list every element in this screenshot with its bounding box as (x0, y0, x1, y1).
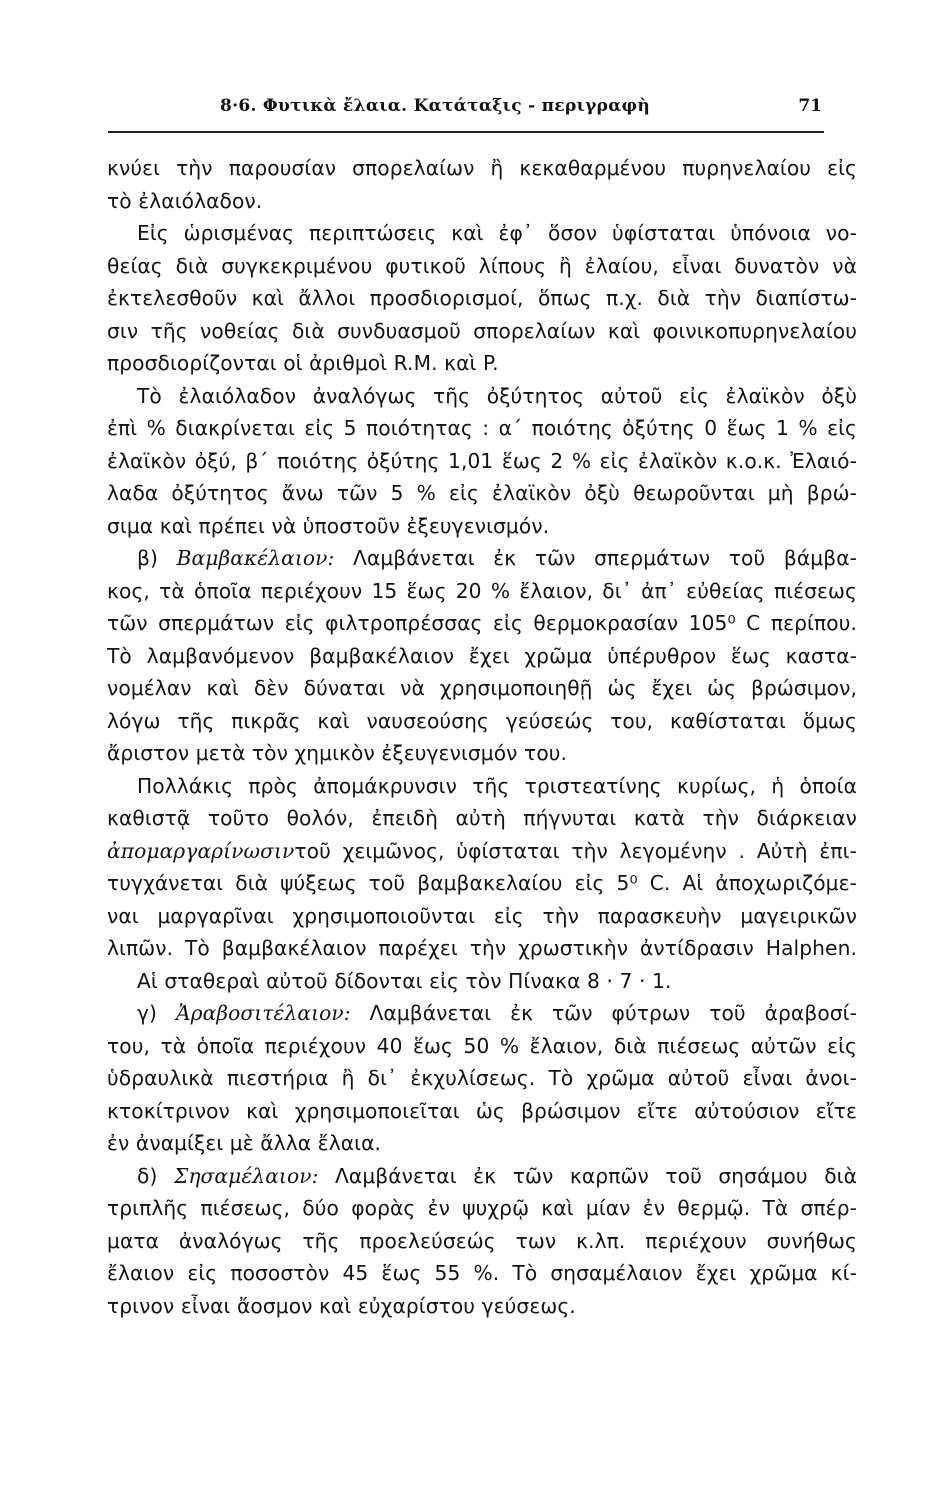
line-text: του, τὰ ὁποῖα περιέχουν 40 ἕως 50 % ἔλαιον, διὰ πιέσεως αὐτῶν εἰς (107, 1033, 857, 1058)
line-text: θείας διὰ συγκεκριμένου φυτικοῦ λίπους ἢ ἐλαίου, εἶναι δυνατὸν νὰ (107, 253, 857, 278)
text-line (107, 1290, 857, 1323)
line-text: Τὸ ἐλαιόλαδον ἀναλόγως τῆς ὀξύτητος αὐτοῦ εἰς ἐλαϊκὸν ὀξὺ (137, 383, 857, 408)
text-line (107, 347, 857, 380)
text-line (107, 1257, 857, 1290)
line-text: σιμα καὶ πρέπει νὰ ὑποστοῦν ἐξευγενισμόν. (107, 513, 550, 538)
line-text: Λαμβάνεται ἐκ τῶν σπερμάτων τοῦ βάμβα- (334, 546, 857, 570)
text-line (107, 1095, 857, 1128)
text-line (107, 737, 857, 770)
text-line (107, 152, 857, 185)
page-number: 71 (798, 96, 822, 116)
text-line (107, 607, 857, 640)
line-text: . Αὐτὴ ἐπι- (738, 838, 857, 863)
text-line (107, 997, 857, 1030)
text-line (107, 510, 857, 543)
text-line (107, 1062, 857, 1095)
line-text: Λαμβάνεται ἐκ τῶν φύτρων τοῦ ἀραβοσί- (350, 1001, 857, 1025)
line-text: τριπλῆς πιέσεως, δύο φορὰς ἐν ψυχρῷ καὶ μίαν ἐν θερμῷ. Τὰ σπέρ- (107, 1196, 857, 1220)
line-text: σιν τῆς νοθείας διὰ συνδυασμοῦ σπορελαίων καὶ φοινικοπυρηνελαίου (107, 318, 857, 343)
line-text: ματα ἀναλόγως τῆς προελεύσεώς των κ.λπ. περιέχουν συνήθως (107, 1228, 857, 1253)
text-line (107, 185, 857, 218)
text-line (107, 250, 857, 283)
line-text: ὑδραυλικὰ πιεστήρια ἢ δι᾽ ἐκχυλίσεως. Τὸ χρῶμα αὐτοῦ εἶναι ἀνοι- (107, 1066, 857, 1090)
text-line (107, 672, 857, 705)
line-text: β) (137, 546, 177, 570)
line-text: Αἱ σταθεραὶ αὐτοῦ δίδονται εἰς τὸν Πίνακα 8 · 7 · 1. (137, 968, 672, 993)
text-line (107, 282, 857, 315)
line-text: τρινον εἶναι ἄοσμον καὶ εὐχαρίστου γεύσεως. (107, 1293, 576, 1318)
line-text: τῶν σπερμάτων εἰς φιλτροπρέσσας εἰς θερμοκρασίαν 105⁰ C περίπου. (107, 611, 857, 635)
line-text: καθιστᾷ τοῦτο θολόν, ἐπειδὴ αὐτὴ πήγνυται κατὰ τὴν διάρκειαν (107, 806, 857, 830)
line-text: ναι μαργαρῖναι χρησιμοποιοῦνται εἰς τὴν παρασκευὴν μαγειρικῶν (107, 903, 857, 928)
text-line (107, 1127, 857, 1160)
text-line (107, 835, 857, 868)
line-text: γ) (137, 1001, 176, 1025)
line-text: τοῦ χειμῶνος, ὑφίσταται τὴν λεγομένην (294, 838, 739, 863)
text-line (107, 1160, 857, 1193)
line-text: ἐλαϊκὸν ὀξύ, β΄ ποιότης ὀξύτης 1,01 ἕως 2 % εἰς ἐλαϊκὸν κ.ο.κ. Ἐλαιό- (107, 448, 857, 473)
line-text: Εἰς ὡρισμένας περιπτώσεις καὶ ἐφ᾽ ὅσον ὑφίσταται ὑπόνοια νο- (137, 221, 857, 245)
text-line (107, 477, 857, 510)
body-text (107, 152, 857, 1322)
italic-term: Ἀραβοσιτέλαιον: (175, 1001, 351, 1025)
line-text: κος, τὰ ὁποῖα περιέχουν 15 ἕως 20 % ἔλαιον, δι᾽ ἀπ᾽ εὐθείας πιέσεως (107, 578, 857, 603)
text-line (107, 217, 857, 250)
text-line (107, 867, 857, 900)
text-line (107, 705, 857, 738)
text-line (107, 640, 857, 673)
line-text: ἔλαιον εἰς ποσοστὸν 45 ἕως 55 %. Τὸ σησαμέλαιον ἔχει χρῶμα κί- (107, 1261, 857, 1285)
line-text: ἐκτελεσθοῦν καὶ ἄλλοι προσδιορισμοί, ὅπως π.χ. διὰ τὴν διαπίστω- (107, 286, 857, 310)
line-text: νομέλαν καὶ δὲν δύναται νὰ χρησιμοποιηθῇ ὡς ἔχει ὡς βρώσιμον, (107, 676, 857, 700)
text-line (107, 1192, 857, 1225)
text-line (107, 802, 857, 835)
text-line (107, 965, 857, 998)
line-text: λιπῶν. Τὸ βαμβακέλαιον παρέχει τὴν χρωστικὴν ἀντίδρασιν Halphen. (107, 936, 857, 960)
line-text: τὸ ἐλαιόλαδον. (107, 188, 263, 213)
line-text: κτοκίτρινον καὶ χρησιμοποιεῖται ὡς βρώσιμον εἴτε αὐτούσιον εἴτε (107, 1098, 857, 1123)
line-text: λόγω τῆς πικρᾶς καὶ ναυσεούσης γεύσεώς του, καθίσταται ὅμως (107, 708, 857, 733)
line-text: Πολλάκις πρὸς ἀπομάκρυνσιν τῆς τριστεατίνης κυρίως, ἡ ὁποία (137, 773, 857, 798)
line-text: ἐν ἀναμίξει μὲ ἄλλα ἔλαια. (107, 1131, 382, 1155)
text-line (107, 575, 857, 608)
text-line (107, 770, 857, 803)
text-line (107, 1225, 857, 1258)
line-text: προσδιορίζονται οἱ ἀριθμοὶ R.M. καὶ P. (107, 351, 499, 375)
text-line (107, 445, 857, 478)
line-text: λαδα ὀξύτητος ἄνω τῶν 5 % εἰς ἐλαϊκὸν ὀξὺ θεωροῦνται μὴ βρώ- (107, 481, 857, 505)
text-line (107, 412, 857, 445)
line-text: ἄριστον μετὰ τὸν χημικὸν ἐξευγενισμόν του. (107, 741, 568, 765)
text-line (107, 900, 857, 933)
line-text: δ) (137, 1163, 174, 1188)
line-text: Τὸ λαμβανόμενον βαμβακέλαιον ἔχει χρῶμα ὑπέρυθρον ἕως καστα- (107, 643, 857, 668)
italic-term: Σησαμέλαιον: (173, 1163, 319, 1188)
line-text: Λαμβάνεται ἐκ τῶν καρπῶν τοῦ σησάμου διὰ (318, 1163, 857, 1188)
line-text: ἐπὶ % διακρίνεται εἰς 5 ποιότητας : α΄ ποιότης ὀξύτης 0 ἕως 1 % εἰς (107, 416, 857, 440)
line-text: τυγχάνεται διὰ ψύξεως τοῦ βαμβακελαίου εἰς 5⁰ C. Αἱ ἀποχωριζόμε- (107, 871, 857, 895)
line-text: κνύει τὴν παρουσίαν σπορελαίων ἢ κεκαθαρμένου πυρηνελαίου εἰς (107, 156, 857, 180)
italic-term: ἀπομαργαρίνωσιν (107, 838, 295, 863)
running-header (108, 96, 824, 128)
header-rule (108, 131, 824, 133)
text-line (107, 932, 857, 965)
text-line (107, 315, 857, 348)
text-line (107, 542, 857, 575)
italic-term: Βαμβακέλαιον: (176, 546, 335, 570)
header-title: 8·6. Φυτικὰ ἔλαια. Κατάταξις - περιγραφὴ (220, 96, 651, 116)
text-line (107, 1030, 857, 1063)
text-line (107, 380, 857, 413)
